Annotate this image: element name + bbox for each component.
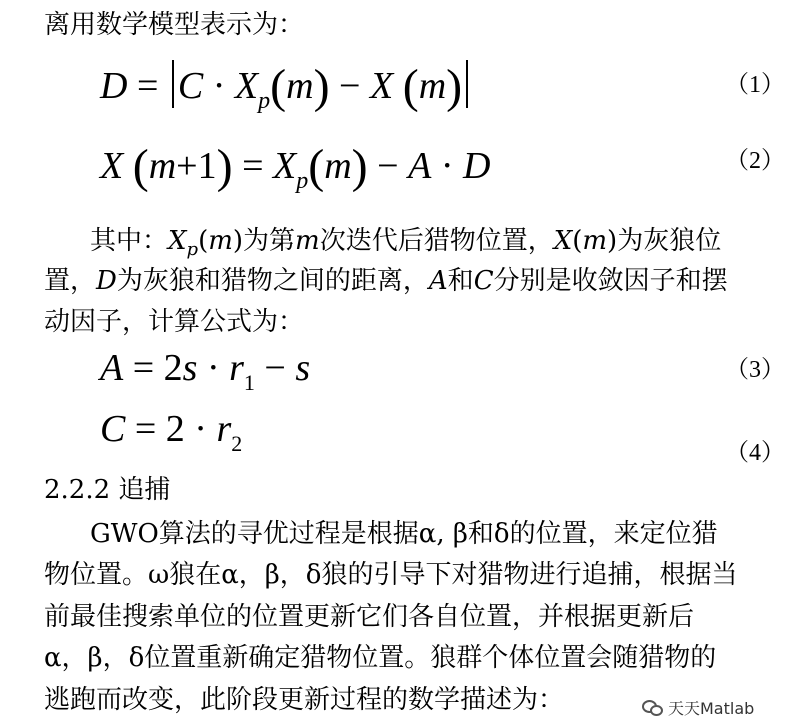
equation-2-number: （2） (725, 148, 785, 174)
watermark (636, 693, 792, 721)
equation-1: $D = C \cdot X_p(m) - X$ (m) (100, 60, 472, 124)
paragraph-line-8: 逃跑而改变，此阶段更新过程的数学描述为： (44, 685, 565, 715)
equation-4: $C = 2 \cdot r_2$ (100, 408, 243, 456)
paragraph-line-7: α，β，δ位置重新确定猎物位置。狼群个体位置会随猎物的 (44, 643, 717, 673)
paragraph-line-4: GWO算法的寻优过程是根据α, β和δ的位置，来定位猎 (90, 519, 718, 549)
wechat-icon (642, 699, 662, 715)
equation-4-number: （4） (725, 440, 785, 466)
watermark-text: 天天Matlab (668, 698, 755, 718)
equation-2: X $(m+1) = X_p(m) - A \cdot D$ (100, 140, 491, 194)
text-line-intro: 离用数学模型表示为： (44, 10, 305, 40)
paragraph-line-3: 动因子，计算公式为： (44, 307, 305, 337)
paragraph-line-5: 物位置。ω狼在α，β，δ狼的引导下对猎物进行追捕，根据当 (44, 560, 738, 590)
equation-3-number: （3） (725, 357, 785, 383)
section-heading: 2.2.2 追捕 (44, 475, 171, 505)
equation-1-number: （1） (725, 72, 785, 98)
equation-3: $A = 2s \cdot r_1 - s$ (100, 347, 311, 395)
paragraph-line-1: 其中：$X_p(m)$为第m次迭代后猎物位置，X(m)为灰狼位 (90, 226, 722, 260)
paragraph-line-6: 前最佳搜索单位的位置更新它们各自位置，并根据更新后 (44, 602, 695, 632)
paragraph-line-2: 置，D为灰狼和猎物之间的距离，A和C分别是收敛因子和摆 (44, 266, 728, 296)
